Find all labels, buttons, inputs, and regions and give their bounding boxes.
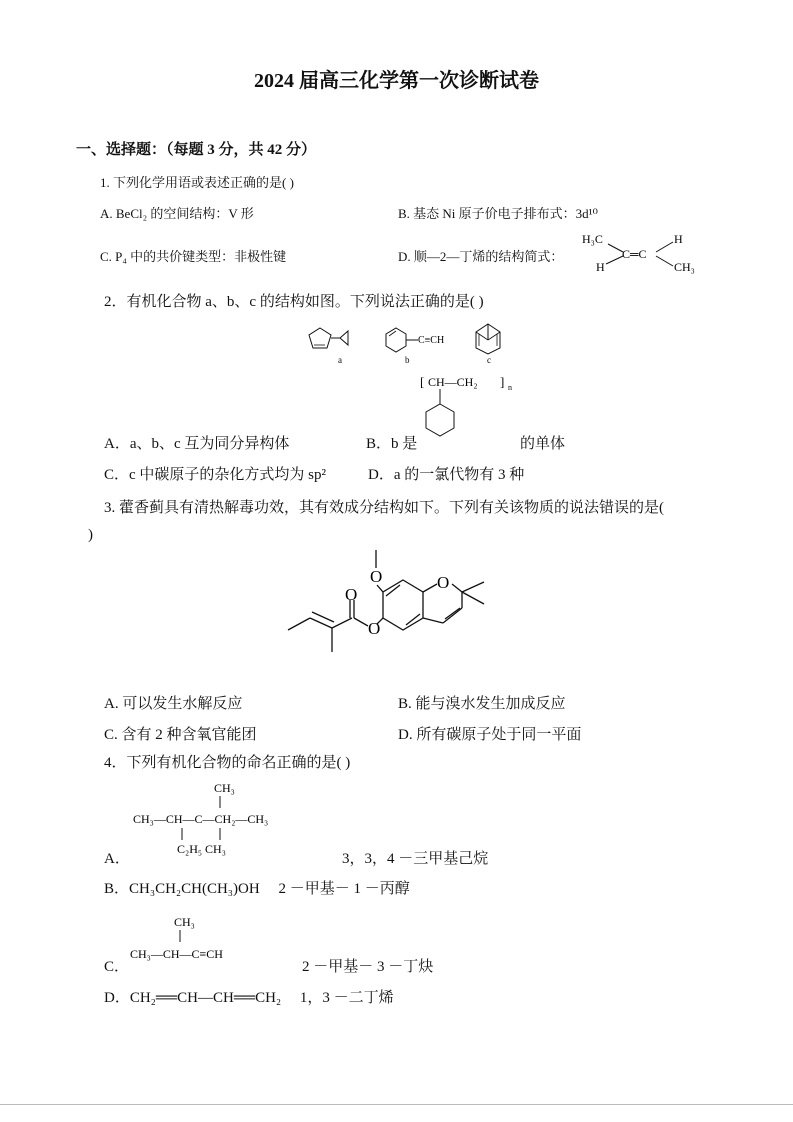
q3-option-d: D. 所有碳原子处于同一平面	[398, 727, 582, 743]
q2-stem: 2．有机化合物 a、b、c 的结构如图。下列说法正确的是( )	[104, 294, 484, 310]
q3-option-b: B. 能与溴水发生加成反应	[398, 696, 566, 712]
q1-option-c: C. P₄ 中的共价键类型：非极性键	[100, 249, 287, 264]
q2-option-d: D．a 的一氯代物有 3 种	[368, 467, 525, 483]
label-a: a	[338, 355, 342, 365]
q3-option-c: C. 含有 2 种含氧官能团	[104, 727, 257, 743]
q2-option-b-post: 的单体	[520, 436, 566, 452]
q4-option-a-label: A．	[104, 851, 130, 867]
q1-option-d: D. 顺—2—丁烯的结构简式：	[398, 249, 564, 264]
q2-option-b-pre: B．b 是	[366, 436, 418, 452]
struct-tr: H	[674, 232, 683, 246]
q3-option-a: A. 可以发生水解反应	[104, 696, 243, 712]
q4-option-b: B．CH₃CH₂CH(CH₃)OH 2 －甲基－ 1 －丙醇	[104, 881, 410, 897]
b-chain: C≡CH	[418, 335, 445, 346]
section-heading: 一、选择题：（每题 3 分，共 42 分）	[76, 142, 317, 158]
c-main: CH₃—CH—C≡CH	[130, 947, 223, 961]
atom-o-ester: O	[368, 619, 381, 638]
q2-structures	[300, 318, 530, 368]
polystyrene-structure	[420, 372, 530, 442]
struct-br: CH₃	[674, 260, 695, 274]
q2-option-a: A．a、b、c 互为同分异构体	[104, 436, 290, 452]
atom-o-ring: O	[437, 573, 450, 592]
label-c: c	[487, 355, 491, 365]
struct-bl: H	[596, 260, 605, 274]
page-bottom-divider	[0, 1104, 793, 1105]
polymer-chain: CH—CH₂	[428, 375, 478, 389]
page-title: 2024 届高三化学第一次诊断试卷	[254, 70, 539, 92]
struct-cc: C═C	[622, 247, 647, 261]
a-top: CH₃	[214, 781, 235, 795]
q1-option-b: B. 基态 Ni 原子价电子排布式：3d¹⁰	[398, 206, 598, 221]
q4-option-d: D．CH₂══CH—CH══CH₂ 1，3 －二丁烯	[104, 990, 394, 1006]
struct-tl: H₃C	[582, 232, 603, 246]
svg-text:[: [	[420, 374, 425, 389]
q4-stem: 4．下列有机化合物的命名正确的是( )	[104, 755, 351, 771]
q3-stem: 3. 藿香蓟具有清热解毒功效，其有效成分结构如下。下列有关该物质的说法错误的是(	[104, 500, 664, 516]
polymer-n: n	[508, 383, 512, 392]
ageratochromene-structure	[280, 548, 520, 663]
atom-o-methoxy: O	[370, 567, 383, 586]
q4-a-structure	[130, 778, 330, 858]
q3-stem-end: )	[88, 527, 93, 543]
a-bottom: C₂H₅ CH₃	[177, 842, 226, 856]
q4-option-a-name: 3，3，4 －三甲基己烷	[342, 851, 489, 867]
q4-option-c-label: C．	[104, 959, 130, 975]
c-top: CH₃	[174, 915, 195, 929]
q4-option-c-name: 2 －甲基－ 3 －丁炔	[302, 959, 434, 975]
label-b: b	[405, 355, 410, 365]
atom-o-carbonyl: O	[345, 585, 358, 604]
q1-option-a: A. BeCl₂ 的空间结构：V 形	[100, 206, 254, 221]
a-main: CH₃—CH—C—CH₂—CH₃	[133, 812, 269, 826]
q2-option-c: C．c 中碳原子的杂化方式均为 sp²	[104, 467, 326, 483]
svg-text:]: ]	[500, 374, 505, 389]
q4-c-structure	[130, 912, 280, 962]
cis-butene-structure	[578, 228, 708, 278]
q1-stem: 1. 下列化学用语或表述正确的是( )	[100, 175, 294, 190]
